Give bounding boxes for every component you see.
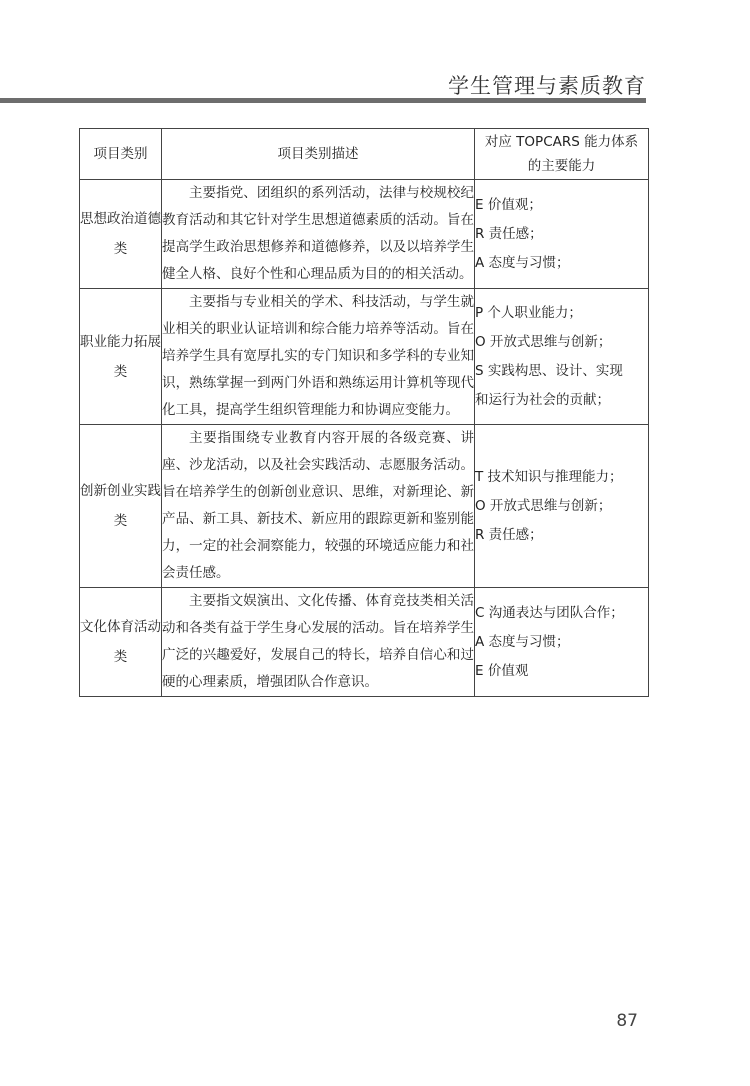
table-header-row: [80, 129, 649, 180]
row-description: [162, 588, 475, 697]
row-description-text: 主要指文娱演出、文化传播、体育竞技类相关活动和各类有益于学生身心发展的活动。旨在培养学生广泛的兴趣爱好，发展自己的特长，培养自信心和过硬的心理素质，增强团队合作意识。: [162, 593, 474, 690]
row-description: [162, 425, 475, 588]
running-header-title: 学生管理与素质教育: [448, 74, 646, 98]
row-abilities: [475, 425, 649, 588]
header-ability-line1: 对应 TOPCARS 能力体系: [484, 134, 639, 150]
ability-item: C 沟通表达与团队合作；: [475, 604, 624, 621]
row-description-text: 主要指围绕专业教育内容开展的各级竞赛、讲座、沙龙活动，以及社会实践活动、志愿服务活动。旨在培养学生的创新创业意识、思维，对新理论、新产品、新工具、新技术、新应用的跟踪更新和鉴别能力，一定的社会洞察能力，较强的环境适应能力和社会责任感。: [162, 430, 474, 581]
row-category: 思想政治道德类: [80, 180, 162, 289]
ability-item: 和运行为社会的贡献；: [475, 391, 610, 408]
table-row: [80, 289, 649, 425]
ability-item: A 态度与习惯；: [475, 633, 570, 650]
row-category: 创新创业实践类: [80, 425, 162, 588]
row-abilities: [475, 289, 649, 425]
row-description-text: 主要指与专业相关的学术、科技活动，与学生就业相关的职业认证培训和综合能力培养等活动。旨在培养学生具有宽厚扎实的专门知识和多学科的专业知识，熟练掌握一到两门外语和熟练运用计算机等现代化工具，提高学生组织管理能力和协调应变能力。: [162, 294, 474, 418]
row-description: [162, 289, 475, 425]
ability-item: T 技术知识与推理能力；: [475, 468, 623, 485]
header-description: 项目类别描述: [162, 129, 475, 180]
ability-item: E 价值观: [475, 662, 529, 679]
table-row: [80, 588, 649, 697]
row-abilities: [475, 588, 649, 697]
ability-item: A 态度与习惯；: [475, 254, 570, 271]
row-description-text: 主要指党、团组织的系列活动，法律与校规校纪教育活动和其它针对学生思想道德素质的活动。旨在提高学生政治思想修养和道德修养，以及以培养学生健全人格、良好个性和心理品质为目的的相关活动。: [162, 185, 474, 282]
activity-category-table: [79, 128, 649, 697]
header-ability-line2: 的主要能力: [527, 158, 596, 174]
header-rule: [0, 98, 646, 103]
table-row: [80, 425, 649, 588]
row-abilities: [475, 180, 649, 289]
table-row: [80, 180, 649, 289]
ability-item: R 责任感；: [475, 526, 543, 543]
ability-item: O 开放式思维与创新；: [475, 333, 612, 350]
ability-item: S 实践构思、设计、实现: [475, 362, 623, 379]
ability-item: P 个人职业能力；: [475, 304, 582, 321]
row-category: 职业能力拓展类: [80, 289, 162, 425]
row-category: 文化体育活动类: [80, 588, 162, 697]
row-description: [162, 180, 475, 289]
ability-item: O 开放式思维与创新；: [475, 497, 612, 514]
page-number: 87: [616, 1011, 638, 1031]
header-category: 项目类别: [80, 129, 162, 180]
ability-item: R 责任感；: [475, 225, 543, 242]
header-ability: [475, 129, 649, 180]
ability-item: E 价值观；: [475, 196, 542, 213]
